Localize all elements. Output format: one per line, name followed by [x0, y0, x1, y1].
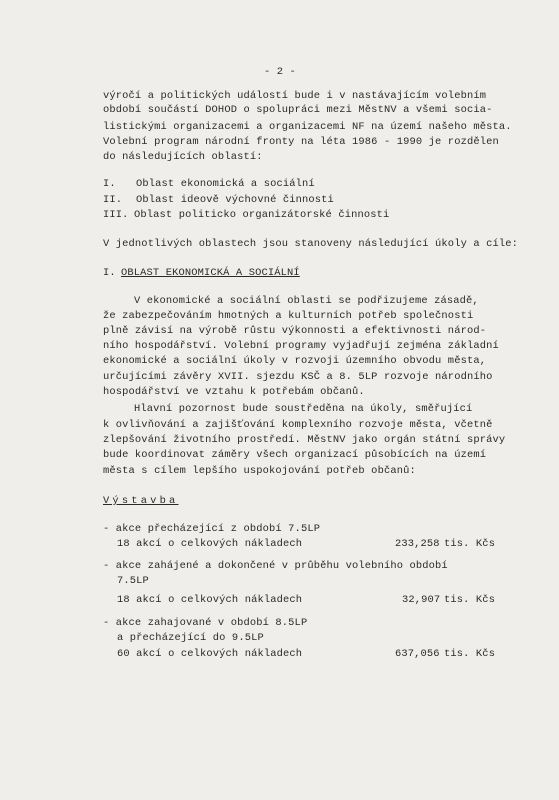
paragraph-line: hospodářství ve vztahu k potřebám občanů. — [103, 386, 365, 398]
intro-line: Volební program národní fronty na léta 1986 - 1990 je rozdělen — [103, 136, 499, 148]
paragraph-line: zlepšování životního prostředí. MěstNV jako orgán státní správy — [103, 434, 506, 446]
paragraph-line: k ovlivňování a zajišťování komplexního rozvoje města, včetně — [103, 419, 493, 431]
item-amount: 637,056 — [395, 648, 440, 660]
area-number: II. — [103, 194, 123, 206]
vystavba-heading: Výstavba — [103, 495, 179, 507]
intro-line: období součástí DOHOD o spolupráci mezi MěstNV a všemi socia- — [103, 104, 493, 116]
intro-line: do následujících oblastí: — [103, 151, 263, 163]
area-number: I. — [103, 178, 116, 190]
paragraph-line: města s cílem lepšího uspokojování potřeb občanů: — [103, 465, 416, 477]
tasks-intro: V jednotlivých oblastech jsou stanoveny následující úkoly a cíle: — [103, 238, 519, 250]
section-title: OBLAST EKONOMICKÁ A SOCIÁLNÍ — [121, 267, 300, 279]
item-line: a přecházející do 9.5LP — [117, 632, 264, 644]
paragraph-line: Hlavní pozornost bude soustředěna na úkoly, směřující — [134, 403, 473, 415]
paragraph-line: V ekonomické a sociální oblasti se podřizujeme zásadě, — [134, 295, 479, 307]
item-unit: tis. Kčs — [444, 538, 496, 550]
item-amount: 32,907 — [402, 594, 441, 606]
item-line: - akce zahájené a dokončené v průběhu volebního období — [103, 560, 448, 572]
item-line: 60 akcí o celkových nákladech — [117, 648, 303, 660]
item-line: - akce přecházející z období 7.5LP — [103, 523, 321, 535]
page-number: - 2 - — [264, 66, 296, 78]
area-text: Oblast ekonomická a sociální — [136, 178, 315, 190]
intro-line: listickými organizacemi a organizacemi NF na území našeho města. — [103, 121, 512, 133]
paragraph-line: ního hospodářství. Volební programy vyjadřují zejména základní — [103, 340, 499, 352]
paragraph-line: bude koordinovat záměry všech organizací působících na území — [103, 449, 487, 461]
item-line: - akce zahajované v období 8.5LP — [103, 617, 308, 629]
item-unit: tis. Kčs — [444, 648, 496, 660]
area-text: Oblast ideově výchovné činnosti — [136, 194, 334, 206]
item-line: 18 akcí o celkových nákladech — [117, 538, 303, 550]
paragraph-line: ekonomické a sociální úkoly v rozvoji územního obvodu města, — [103, 355, 487, 367]
item-line: 18 akcí o celkových nákladech — [117, 594, 303, 606]
intro-line: výročí a politických událostí bude i v nastávajícím volebním — [103, 90, 487, 102]
area-number: III. — [103, 209, 129, 221]
paragraph-line: že zabezpečováním hmotných a kulturních potřeb společnosti — [103, 310, 474, 322]
section-number: I. — [103, 267, 116, 279]
item-line: 7.5LP — [117, 575, 149, 587]
area-text: Oblast politicko organizátorské činnosti — [134, 209, 390, 221]
paragraph-line: plně závisí na výrobě růstu výkonnosti a efektivnosti národ- — [103, 325, 487, 337]
item-unit: tis. Kčs — [444, 594, 496, 606]
item-amount: 233,258 — [395, 538, 440, 550]
paragraph-line: určujícími závěry XVII. sjezdu KSČ a 8. 5LP rozvoje národního — [103, 371, 493, 383]
